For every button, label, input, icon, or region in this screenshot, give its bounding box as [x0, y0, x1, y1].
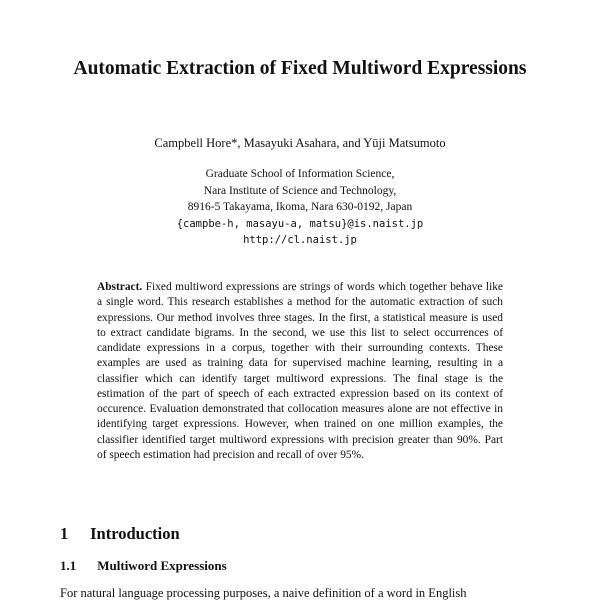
subsection-title: Multiword Expressions [97, 558, 227, 573]
subsection-number: 1.1 [60, 558, 77, 573]
section-number: 1 [60, 524, 69, 543]
affiliation-line: Graduate School of Information Science, [205, 168, 395, 180]
affiliation-line: Nara Institute of Science and Technology, [203, 184, 397, 197]
subsection-heading [60, 558, 227, 574]
section-heading [60, 524, 180, 544]
body-text: For natural language processing purposes, a naive definition of a word in English [60, 586, 467, 600]
lab-url: http://cl.naist.jp [243, 234, 357, 246]
author-list: Campbell Hore*, Masayuki Asahara, and Yūji Matsumoto [154, 136, 446, 150]
affiliation-line: 8916-5 Takayama, Ikoma, Nara 630-0192, Japan [187, 201, 413, 213]
abstract [97, 280, 503, 463]
section-title: Introduction [90, 524, 180, 543]
abstract-label: Abstract. [97, 281, 143, 293]
paper-title: Automatic Extraction of Fixed Multiword Expressions [73, 58, 527, 79]
author-emails: {campbe-h, masayu-a, matsu}@is.naist.jp [176, 217, 424, 230]
affiliation-block [60, 166, 540, 249]
abstract-text: Fixed multiword expressions are strings of words which together behave like a single word. This research establishes a method for the automatic extraction of such expressions. Our method involves three stages. In the first, a statistical measure is used to extract candidate bigrams. In the second, we use this list to select occurrences of candidate expressions in a corpus, together with their surrounding contexts. These examples are used as training data for supervised machine learning, resulting in a classifier which can identify target multiword expressions. The final stage is the estimation of the part of speech of each extracted expression based on its context of occurence. Evaluation demonstrated that collocation measures alone are not effective in identifying target expressions. However, when trained on one million examples, the classifier identified target multiword expressions with precision greater than 90%. Part of speech estimation had precision and recall of over 95%. [97, 281, 503, 461]
